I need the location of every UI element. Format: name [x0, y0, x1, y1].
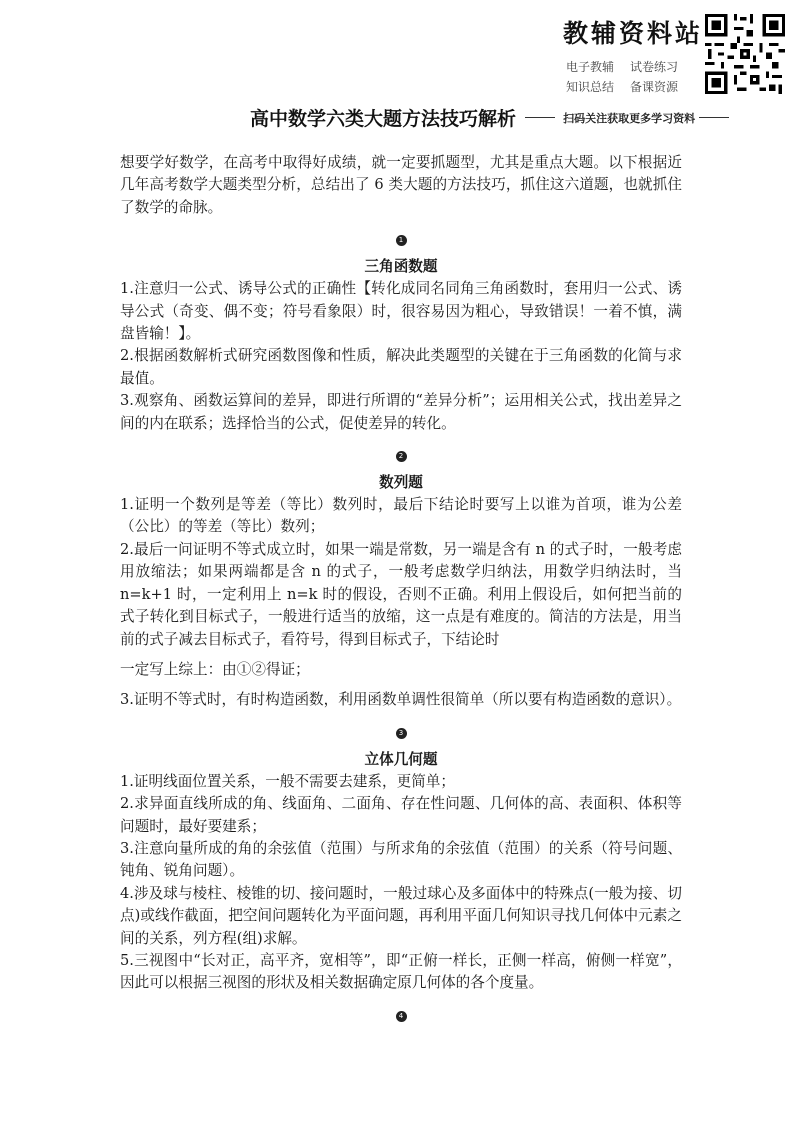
section-item: 3.观察角、函数运算间的差异，即进行所谓的“差异分析”；运用相关公式，找出差异之间的内在联系；选择恰当的公式，促使差异的转化。 [120, 392, 682, 432]
section-item: 3.注意向量所成的角的余弦值（范围）与所求角的余弦值（范围）的关系（符号问题、钝角、锐角问题）。 [120, 839, 682, 880]
section-item: 1.证明一个数列是等差（等比）数列时，最后下结论时要写上以谁为首项，谁为公差（公比）的等差（等比）数列； [120, 496, 682, 536]
section-item: 1.证明线面位置关系，一般不需要去建系，更简单； [120, 772, 455, 790]
title-rule-right [699, 117, 729, 118]
tag-item: 知识总结 [566, 80, 615, 94]
section-item: 1.注意归一公式、诱导公式的正确性【转化成同名同角三角函数时，套用归一公式、诱导公式（奇变、偶不变；符号看象限）时，很容易因为粗心，导致错误！一着不慎，满盘皆输！】。 [120, 280, 682, 343]
section-badge: 2 [396, 451, 407, 462]
brand-name: 教辅资料站 [563, 19, 704, 48]
article-body [120, 152, 682, 1032]
title-row [250, 104, 790, 134]
section-item: 4.涉及球与棱柱、棱锥的切、接问题时，一般过球心及多面体中的特殊点(一般为接、切点)或线作截面，把空间问题转化为平面问题，再利用平面几何知识寻找几何体中元素之间的关系，列方程(组)求解。 [120, 884, 682, 947]
page-title: 高中数学六类大题方法技巧解析 [250, 108, 517, 130]
section-badge: 3 [396, 728, 407, 739]
section-item: 5.三视图中“长对正，高平齐，宽相等”，即“正俯一样长，正侧一样高，俯侧一样宽”，因此可以根据三视图的形状及相关数据确定原几何体的各个度量。 [120, 951, 682, 992]
section-item: 一定写上综上：由①②得证； [120, 660, 310, 678]
section-title: 数列题 [379, 474, 423, 492]
tag-item: 试卷练习 [630, 60, 679, 74]
title-rule-left [525, 117, 555, 118]
tag-item: 备课资源 [630, 80, 679, 94]
brand-tags [566, 57, 698, 97]
section-item: 2.最后一问证明不等式成立时，如果一端是常数，另一端是含有 n 的式子时，一般考虑用放缩法；如果两端都是含 n 的式子，一般考虑数学归纳法，用数学归纳法时，当 n=k+1 时，一定利用上 n=k 时的假设，否则不正确。利用上假设后，如何把当前的式子转化到目标式子，一般进行适当的放缩，这一点是有难度的。简洁的方法是，用当前的式子减去目标式子，看符号，得到目标式子，下结论时 [120, 540, 682, 648]
section-item: 2.根据函数解析式研究函数图像和性质，解决此类题型的关键在于三角函数的化简与求最值。 [120, 347, 682, 387]
page-subtitle: 扫码关注获取更多学习资料 [563, 111, 696, 125]
section-badge: 1 [396, 235, 407, 246]
section-title: 三角函数题 [364, 258, 438, 276]
intro-paragraph: 想要学好数学，在高考中取得好成绩，就一定要抓题型，尤其是重点大题。以下根据近几年高考数学大题类型分析，总结出了 6 类大题的方法技巧，抓住这六道题，也就抓住了数学的命脉。 [120, 154, 682, 216]
tag-item: 电子教辅 [566, 60, 615, 74]
section-item: 3.证明不等式时，有时构造函数，利用函数单调性很简单（所以要有构造函数的意识）。 [120, 691, 682, 709]
section-title: 立体几何题 [364, 750, 438, 768]
qr-code-icon [705, 14, 785, 94]
section-badge: 4 [396, 1011, 407, 1022]
section-item: 2.求异面直线所成的角、线面角、二面角、存在性问题、几何体的高、表面积、体积等问题时，最好要建系； [120, 795, 682, 835]
